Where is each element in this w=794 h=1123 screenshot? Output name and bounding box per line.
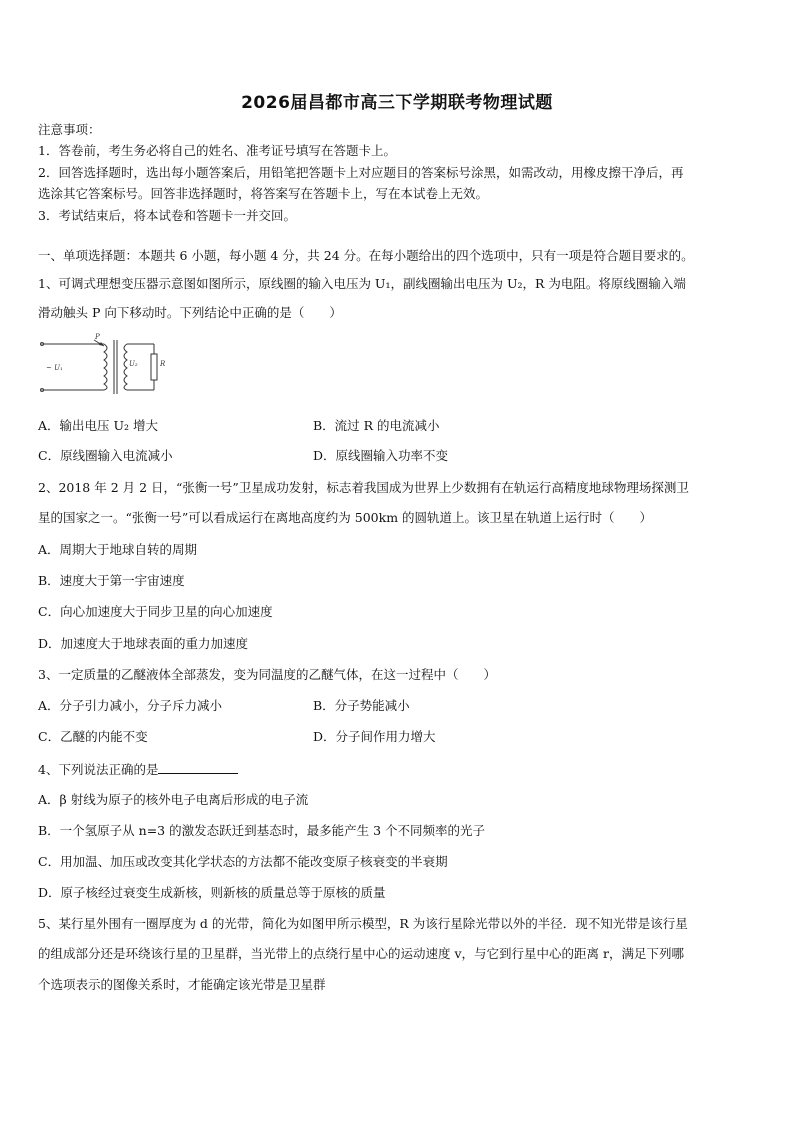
question-4-option-c: C．用加温、加压或改变其化学状态的方法都不能改变原子核衰变的半衰期 <box>38 854 448 869</box>
label-p: P <box>95 333 100 341</box>
question-1-stem-cont: 滑动触头 P 向下移动时。下列结论中正确的是（ ） <box>38 305 342 320</box>
label-r: R <box>160 360 166 368</box>
notice-item-3: 3．考试结束后，将本试卷和答题卡一并交回。 <box>38 208 296 223</box>
question-3-stem: 3、一定质量的乙醚液体全部蒸发，变为同温度的乙醚气体，在这一过程中（ ） <box>38 667 496 682</box>
question-2-option-d: D．加速度大于地球表面的重力加速度 <box>38 636 249 651</box>
section-heading: 一、单项选择题：本题共 6 小题，每小题 4 分，共 24 分。在每小题给出的四个选项中，只有一项是符合题目要求的。 <box>38 248 694 263</box>
notice-heading: 注意事项： <box>38 122 101 137</box>
question-1-option-a: A．输出电压 U₂ 增大 <box>38 418 159 433</box>
question-2-option-b: B．速度大于第一宇宙速度 <box>38 573 185 588</box>
question-3-option-c: C．乙醚的内能不变 <box>38 729 148 744</box>
notice-item-1: 1．答卷前，考生务必将自己的姓名、准考证号填写在答题卡上。 <box>38 143 396 158</box>
question-5-stem-cont-2: 个选项表示的图像关系时，才能确定该光带是卫星群 <box>38 977 326 992</box>
notice-item-2-cont: 选涂其它答案标号。回答非选择题时，将答案写在答题卡上，写在本试卷上无效。 <box>38 186 489 201</box>
question-2-stem-cont: 星的国家之一。“张衡一号”可以看成运行在离地高度约为 500km 的圆轨道上。该卫星在轨道上运行时（ ） <box>38 510 653 525</box>
question-5-stem-cont-1: 的组成部分还是环绕该行星的卫星群，当光带上的点绕行星中心的运动速度 v，与它到行星中心的距离 r，满足下列哪 <box>38 946 684 961</box>
question-4-option-d: D．原子核经过衰变生成新核，则新核的质量总等于原核的质量 <box>38 885 386 900</box>
answer-blank <box>158 761 238 774</box>
question-2-stem: 2、2018 年 2 月 2 日，“张衡一号”卫星成功发射，标志着我国成为世界上少数拥有在轨运行高精度地球物理场探测卫 <box>38 480 689 495</box>
question-2-option-c: C．向心加速度大于同步卫星的向心加速度 <box>38 604 273 619</box>
question-4-option-a: A．β 射线为原子的核外电子电离后形成的电子流 <box>38 792 309 807</box>
question-2-option-a: A．周期大于地球自转的周期 <box>38 542 198 557</box>
question-1-option-d: D．原线圈输入功率不变 <box>313 448 449 463</box>
question-3-option-b: B．分子势能减小 <box>313 698 410 713</box>
question-5-stem: 5、某行星外围有一圈厚度为 d 的光带，简化为如图甲所示模型，R 为该行星除光带以外的半径．现不知光带是该行星 <box>38 916 688 931</box>
question-4-text: 4、下列说法正确的是 <box>38 762 159 777</box>
question-3-option-d: D．分子间作用力增大 <box>313 729 436 744</box>
notice-item-2: 2．回答选择题时，选出每小题答案后，用铅笔把答题卡上对应题目的答案标号涂黑，如需改动，用橡皮擦干净后，再 <box>38 165 684 180</box>
question-4-option-b: B．一个氢原子从 n=3 的激发态跃迁到基态时，最多能产生 3 个不同频率的光子 <box>38 823 486 838</box>
question-3-option-a: A．分子引力减小，分子斥力减小 <box>38 698 223 713</box>
label-u1: ~ U₁ <box>46 364 63 372</box>
question-1-option-b: B．流过 R 的电流减小 <box>313 418 440 433</box>
label-u2: U₂ <box>129 360 138 368</box>
exam-title: 2026届昌都市高三下学期联考物理试题 <box>241 93 553 113</box>
transformer-diagram <box>38 330 168 400</box>
question-1-option-c: C．原线圈输入电流减小 <box>38 448 173 463</box>
question-1-stem: 1、可调式理想变压器示意图如图所示，原线圈的输入电压为 U₁，副线圈输出电压为 U₂，R 为电阻。将原线圈输入端 <box>38 276 686 291</box>
question-4-stem <box>38 761 238 778</box>
